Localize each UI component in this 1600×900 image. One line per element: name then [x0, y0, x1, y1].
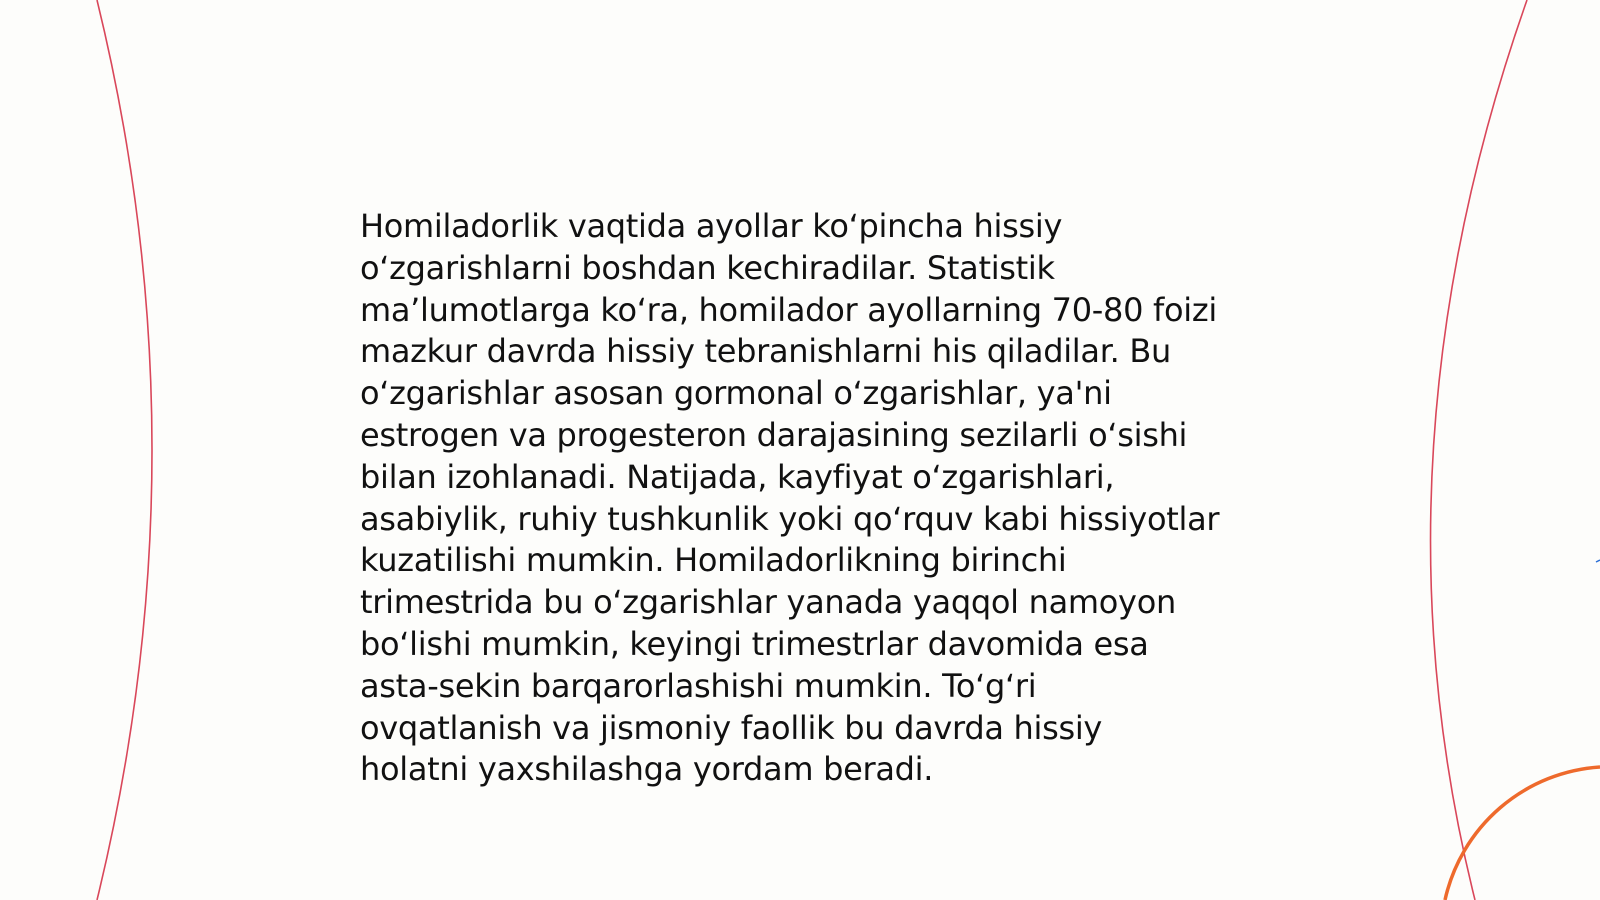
paragraph-line: bo‘lishi mumkin, keyingi trimestrlar davomida esa — [360, 624, 1149, 663]
body-paragraph — [360, 206, 1260, 791]
paragraph-line: asabiylik, ruhiy tushkunlik yoki qo‘rquv kabi hissiyotlar — [360, 499, 1220, 538]
paragraph-line: ovqatlanish va jismoniy faollik bu davrda hissiy — [360, 708, 1103, 747]
paragraph-line: trimestrida bu o‘zgarishlar yanada yaqqol namoyon — [360, 583, 1176, 622]
blue-tick — [1596, 560, 1600, 562]
paragraph-line: estrogen va progesteron darajasining sezilarli o‘sishi — [360, 415, 1188, 454]
paragraph-line: o‘zgarishlarni boshdan kechiradilar. Statistik — [360, 248, 1055, 287]
paragraph-line: asta-sekin barqarorlashishi mumkin. To‘g‘ri — [360, 666, 1037, 705]
paragraph-line: mazkur davrda hissiy tebranishlarni his qiladilar. Bu — [360, 332, 1171, 371]
paragraph-line: o‘zgarishlar asosan gormonal o‘zgarishlar, ya'ni — [360, 374, 1112, 413]
paragraph-line: holatni yaxshilashga yordam beradi. — [360, 750, 934, 789]
left-curve-line — [97, 0, 152, 900]
orange-arc — [1445, 767, 1600, 900]
paragraph-line: kuzatilishi mumkin. Homiladorlikning birinchi — [360, 541, 1067, 580]
paragraph-line: Homiladorlik vaqtida ayollar ko‘pincha hissiy — [360, 207, 1063, 245]
paragraph-line: bilan izohlanadi. Natijada, kayfiyat o‘zgarishlari, — [360, 457, 1115, 496]
right-curve-line — [1431, 0, 1527, 900]
paragraph-line: ma’lumotlarga ko‘ra, homilador ayollarning 70-80 foizi — [360, 290, 1217, 329]
